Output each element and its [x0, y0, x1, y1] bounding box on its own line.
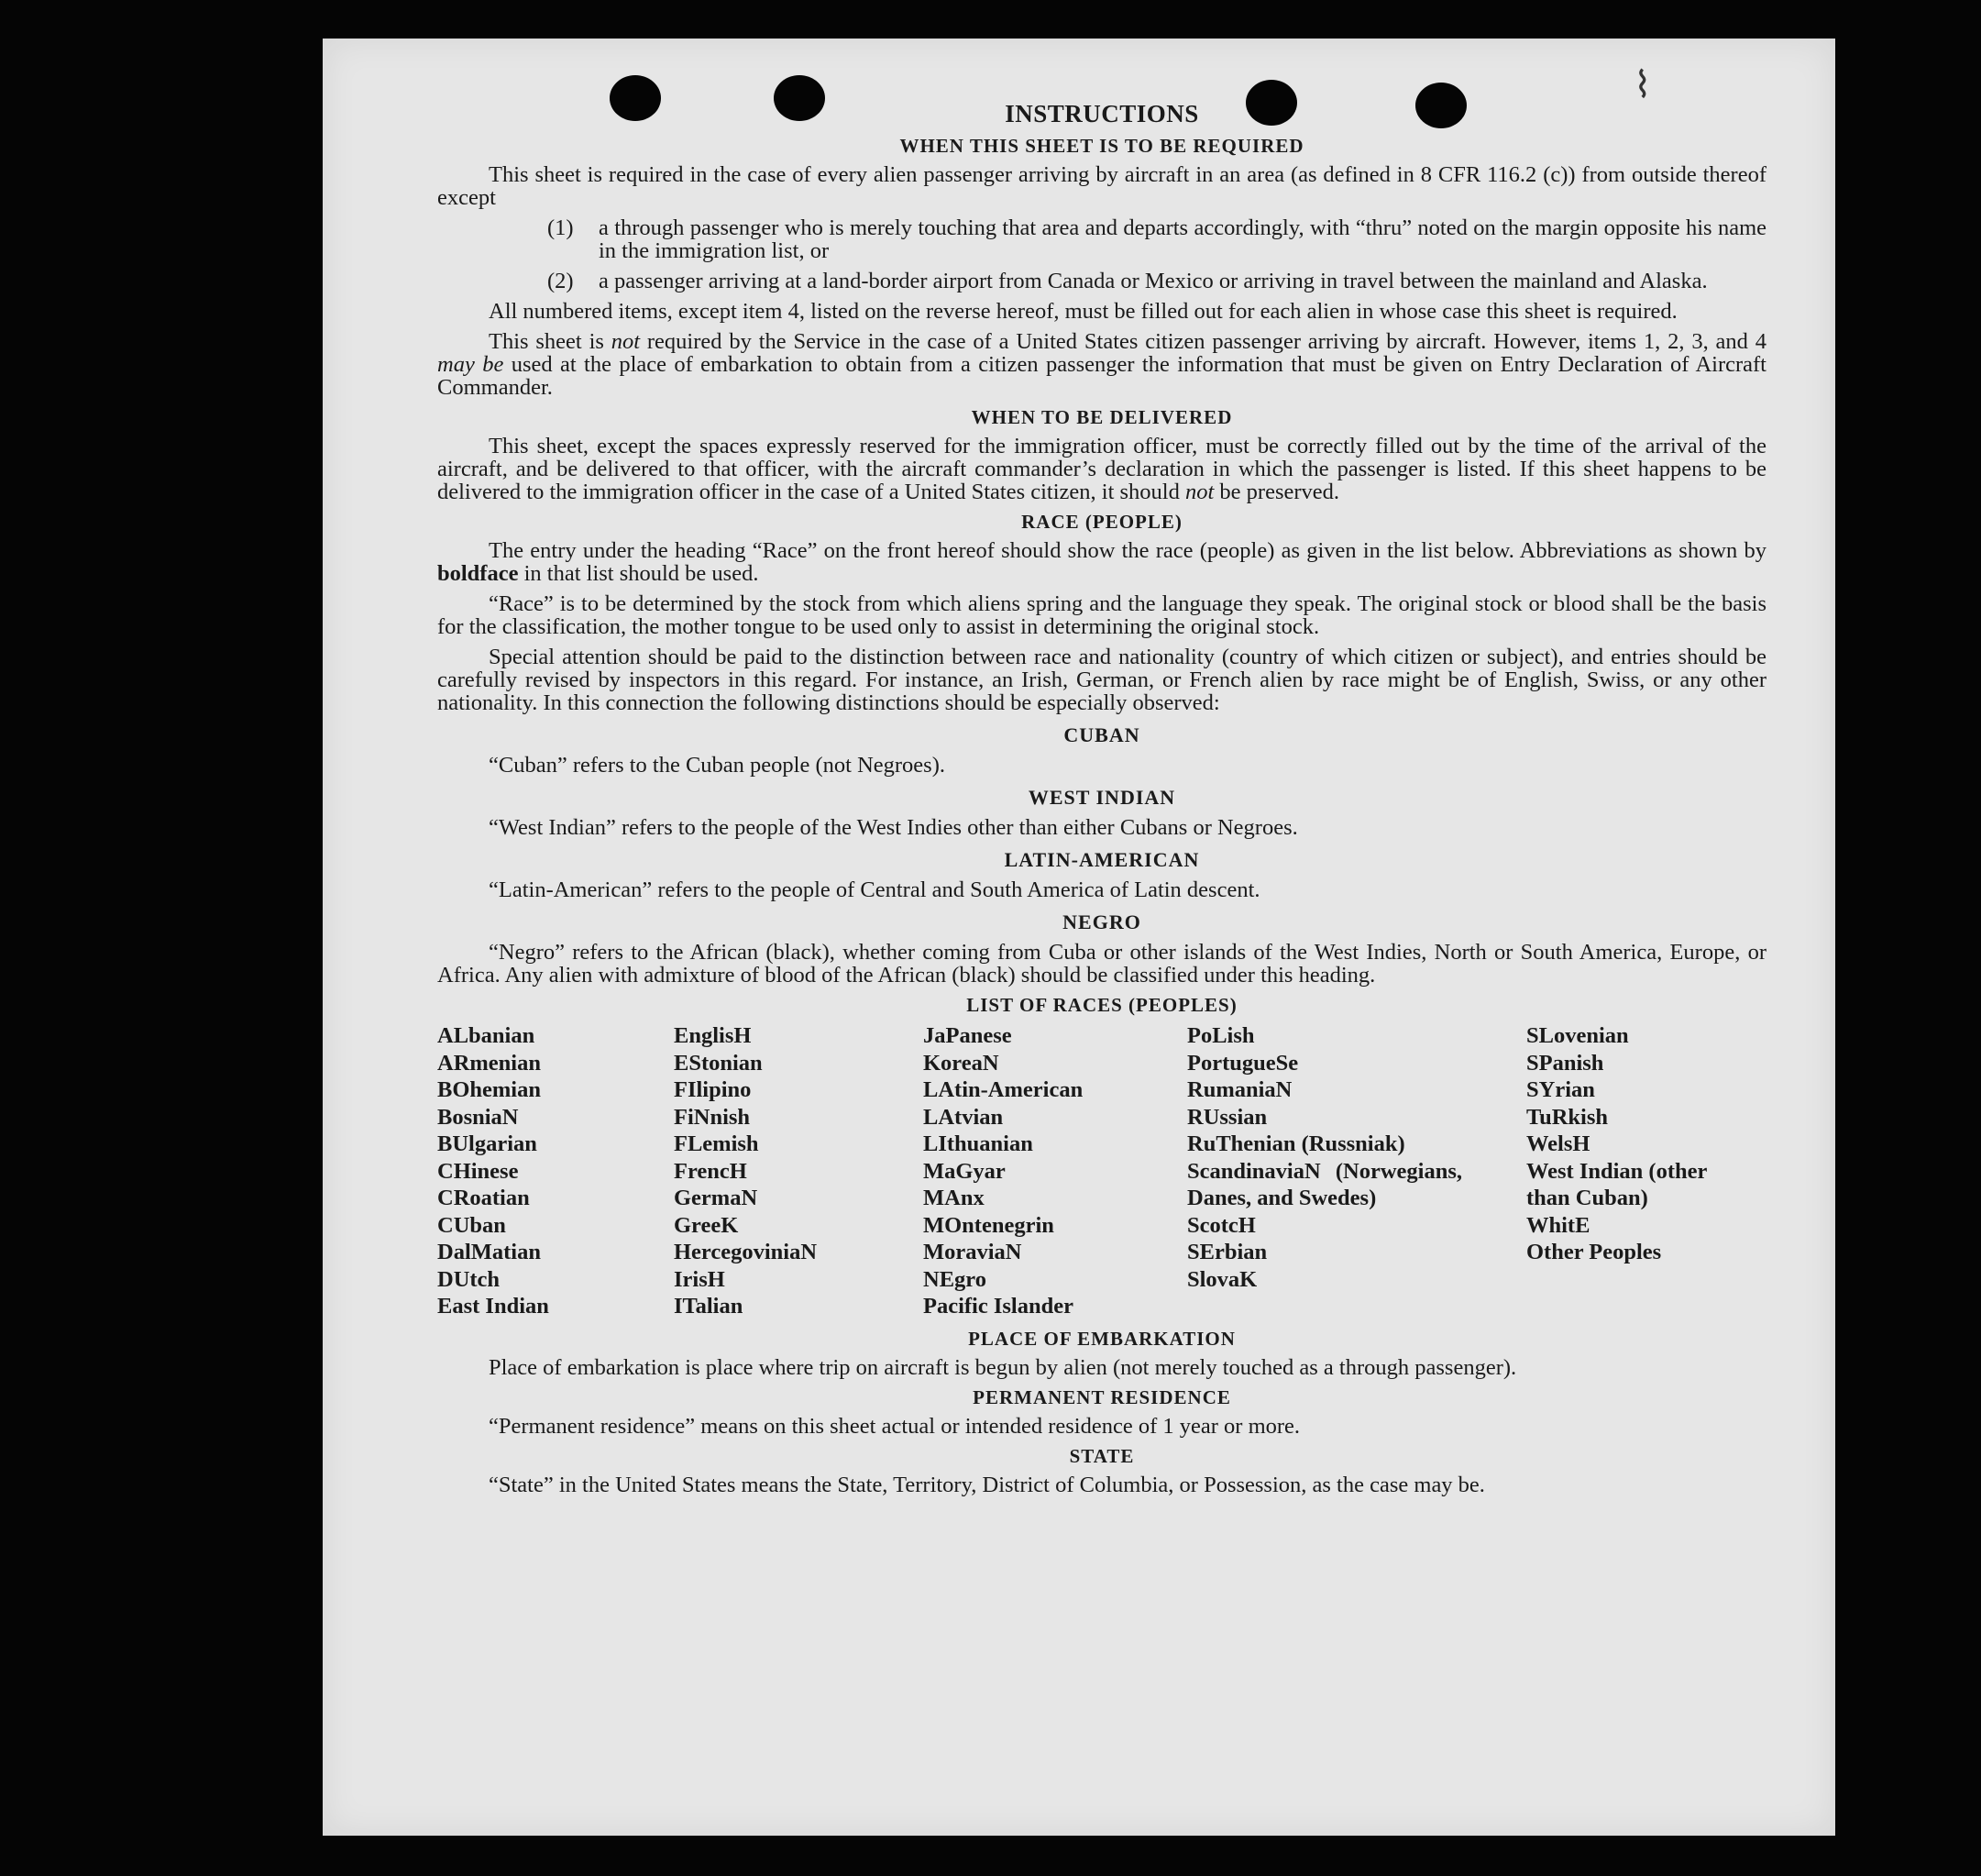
paragraph: This sheet is required in the case of every alien passenger arriving by aircraft in an area (as defined in 8 CFR 116.2 (c)) from outside thereof except [437, 162, 1766, 210]
paragraph: Special attention should be paid to the distinction between race and nationality (country of which citizen or subject), and entries should be carefully revised by inspectors in this regard. For instance, an Irish, German, or French alien by race might be of English, Swiss, or any other nationality. In this connection the following distinctions should be especially observed: [437, 645, 1766, 715]
list-item: FiNnish [674, 1104, 751, 1130]
paragraph: “Permanent residence” means on this sheet actual or intended residence of 1 year or more. [489, 1413, 1301, 1439]
list-item: Pacific Islander [923, 1294, 1073, 1319]
races-column-5 [1526, 1022, 1766, 1320]
section-heading-negro: NEGRO [1062, 910, 1141, 933]
list-item: West Indian (other than Cuban) [1526, 1158, 1707, 1210]
definition-latin-american: “Latin-American” refers to the people of Central and South America of Latin descent. [489, 877, 1260, 902]
list-item: FLemish [674, 1131, 759, 1156]
list-item: ALbanian [437, 1023, 535, 1048]
section-heading-when-required: WHEN THIS SHEET IS TO BE REQUIRED [899, 135, 1304, 157]
races-column-2 [674, 1022, 923, 1320]
list-item: MoraviaN [923, 1240, 1022, 1264]
races-column-1 [437, 1022, 674, 1320]
list-item: TuRkish [1526, 1104, 1609, 1130]
list-item: GermaN [674, 1186, 758, 1210]
list-item: LAtvian [923, 1104, 1004, 1130]
document-sheet [323, 39, 1835, 1836]
section-heading-when-delivered: WHEN TO BE DELIVERED [971, 406, 1233, 428]
section-heading-latin-american: LATIN-AMERICAN [1004, 848, 1200, 871]
list-item: Other Peoples [1526, 1240, 1662, 1264]
section-heading-permanent-residence: PERMANENT RESIDENCE [973, 1385, 1231, 1408]
races-column-4 [1187, 1022, 1526, 1320]
list-item: EnglisH [674, 1023, 752, 1048]
list-item: EStonian [674, 1050, 763, 1076]
list-item: KoreaN [923, 1050, 999, 1076]
list-item: HercegoviniaN [674, 1240, 818, 1264]
section-heading-cuban: CUBAN [1063, 723, 1140, 746]
definition-cuban: “Cuban” refers to the Cuban people (not Negroes). [489, 753, 945, 778]
item-text: a through passenger who is merely touching that area and departs accordingly, with “thru” noted on the margin opposite his name in the immigration list, or [599, 215, 1766, 263]
list-item: BUlgarian [437, 1131, 537, 1156]
section-heading-race: RACE (PEOPLE) [1021, 511, 1183, 533]
list-item: ITalian [674, 1294, 743, 1319]
item-number: (2) [547, 269, 574, 293]
list-item: ScotcH [1187, 1212, 1256, 1238]
list-item: FrencH [674, 1158, 747, 1184]
page-title: INSTRUCTIONS [1005, 100, 1199, 127]
section-heading-state: STATE [1069, 1444, 1135, 1467]
list-item: BosniaN [437, 1104, 519, 1130]
list-item: SlovaK [1187, 1266, 1258, 1292]
section-heading-list-of-races: LIST OF RACES (PEOPLES) [966, 994, 1238, 1016]
item-number: (1) [547, 215, 574, 240]
list-item: CUban [437, 1212, 506, 1238]
list-item: RUssian [1187, 1104, 1268, 1130]
list-item: RumaniaN [1187, 1077, 1293, 1102]
list-item: IrisH [674, 1266, 725, 1292]
list-item: SLovenian [1526, 1023, 1629, 1048]
list-item: ScandinaviaN (Norwegians, Danes, and Swedes) [1187, 1158, 1462, 1210]
list-item: JaPanese [923, 1023, 1012, 1048]
list-item: PoLish [1187, 1023, 1255, 1048]
list-item: BOhemian [437, 1077, 541, 1102]
definition-negro: “Negro” refers to the African (black), whether coming from Cuba or other islands of the West Indies, North or South America, Europe, or Africa. Any alien with admixture of blood of the African (black) should be classified under this heading. [437, 940, 1766, 988]
list-item: LIthuanian [923, 1131, 1033, 1156]
list-item: LAtin-American [923, 1077, 1084, 1102]
races-column-3 [923, 1022, 1187, 1320]
list-item: SPanish [1526, 1050, 1604, 1076]
races-list [437, 1022, 1766, 1320]
list-item: MAnx [923, 1186, 985, 1210]
list-item: East Indian [437, 1294, 549, 1319]
list-item: MaGyar [923, 1158, 1006, 1184]
paragraph: This sheet, except the spaces expressly reserved for the immigration officer, must be correctly filled out by the time of the arrival of the aircraft, and be delivered to that officer, with the aircraft commander’s declaration in which the passenger is listed. If this sheet happens to be delivered to the immigration officer in the case of a United States citizen, it should not be preserved. [437, 434, 1766, 504]
ink-scribble-mark: ⌇ [1634, 64, 1652, 106]
paragraph: Place of embarkation is place where trip on aircraft is begun by alien (not merely touched as a through passenger). [489, 1354, 1517, 1380]
list-item: DUtch [437, 1266, 501, 1292]
paragraph: “Race” is to be determined by the stock from which aliens spring and the language they speak. The original stock or blood shall be the basis for the classification, the mother tongue to be used only to assist in determining the original stock. [437, 591, 1766, 639]
list-item [547, 216, 1766, 262]
item-text: a passenger arriving at a land-border airport from Canada or Mexico or arriving in travel between the mainland and Alaska. [599, 269, 1708, 293]
paragraph: This sheet is not required by the Service in the case of a United States citizen passenger arriving by aircraft. However, items 1, 2, 3, and 4 may be used at the place of embarkation to obtain from a citizen passenger the information that must be given on Entry Declaration of Aircraft Commander. [437, 329, 1766, 400]
paragraph: “State” in the United States means the State, Territory, District of Columbia, or Possession, as the case may be. [489, 1472, 1485, 1497]
list-item: WhitE [1526, 1212, 1590, 1238]
instructions-content [437, 100, 1766, 1504]
list-item: FIlipino [674, 1077, 752, 1102]
list-item: CRoatian [437, 1186, 530, 1210]
list-item [547, 270, 1766, 292]
list-item: DalMatian [437, 1240, 541, 1264]
paragraph: All numbered items, except item 4, listed on the reverse hereof, must be filled out for each alien in whose case this sheet is required. [489, 299, 1678, 324]
list-item: SErbian [1187, 1240, 1268, 1264]
list-item: MOntenegrin [923, 1212, 1054, 1238]
list-item: NEgro [923, 1266, 986, 1292]
section-heading-place-of-embarkation: PLACE OF EMBARKATION [968, 1327, 1236, 1350]
list-item: PortugueSe [1187, 1050, 1299, 1076]
list-item: SYrian [1526, 1077, 1595, 1102]
paragraph: The entry under the heading “Race” on the front hereof should show the race (people) as given in the list below. Abbreviations as shown by boldface in that list should be used. [437, 538, 1766, 586]
list-item: ARmenian [437, 1050, 541, 1076]
list-item: GreeK [674, 1212, 739, 1238]
list-item: CHinese [437, 1158, 519, 1184]
list-item: RuThenian (Russniak) [1187, 1131, 1405, 1156]
definition-west-indian: “West Indian” refers to the people of the West Indies other than either Cubans or Negroes. [489, 815, 1298, 840]
section-heading-west-indian: WEST INDIAN [1028, 786, 1176, 809]
list-item: WelsH [1526, 1131, 1590, 1156]
